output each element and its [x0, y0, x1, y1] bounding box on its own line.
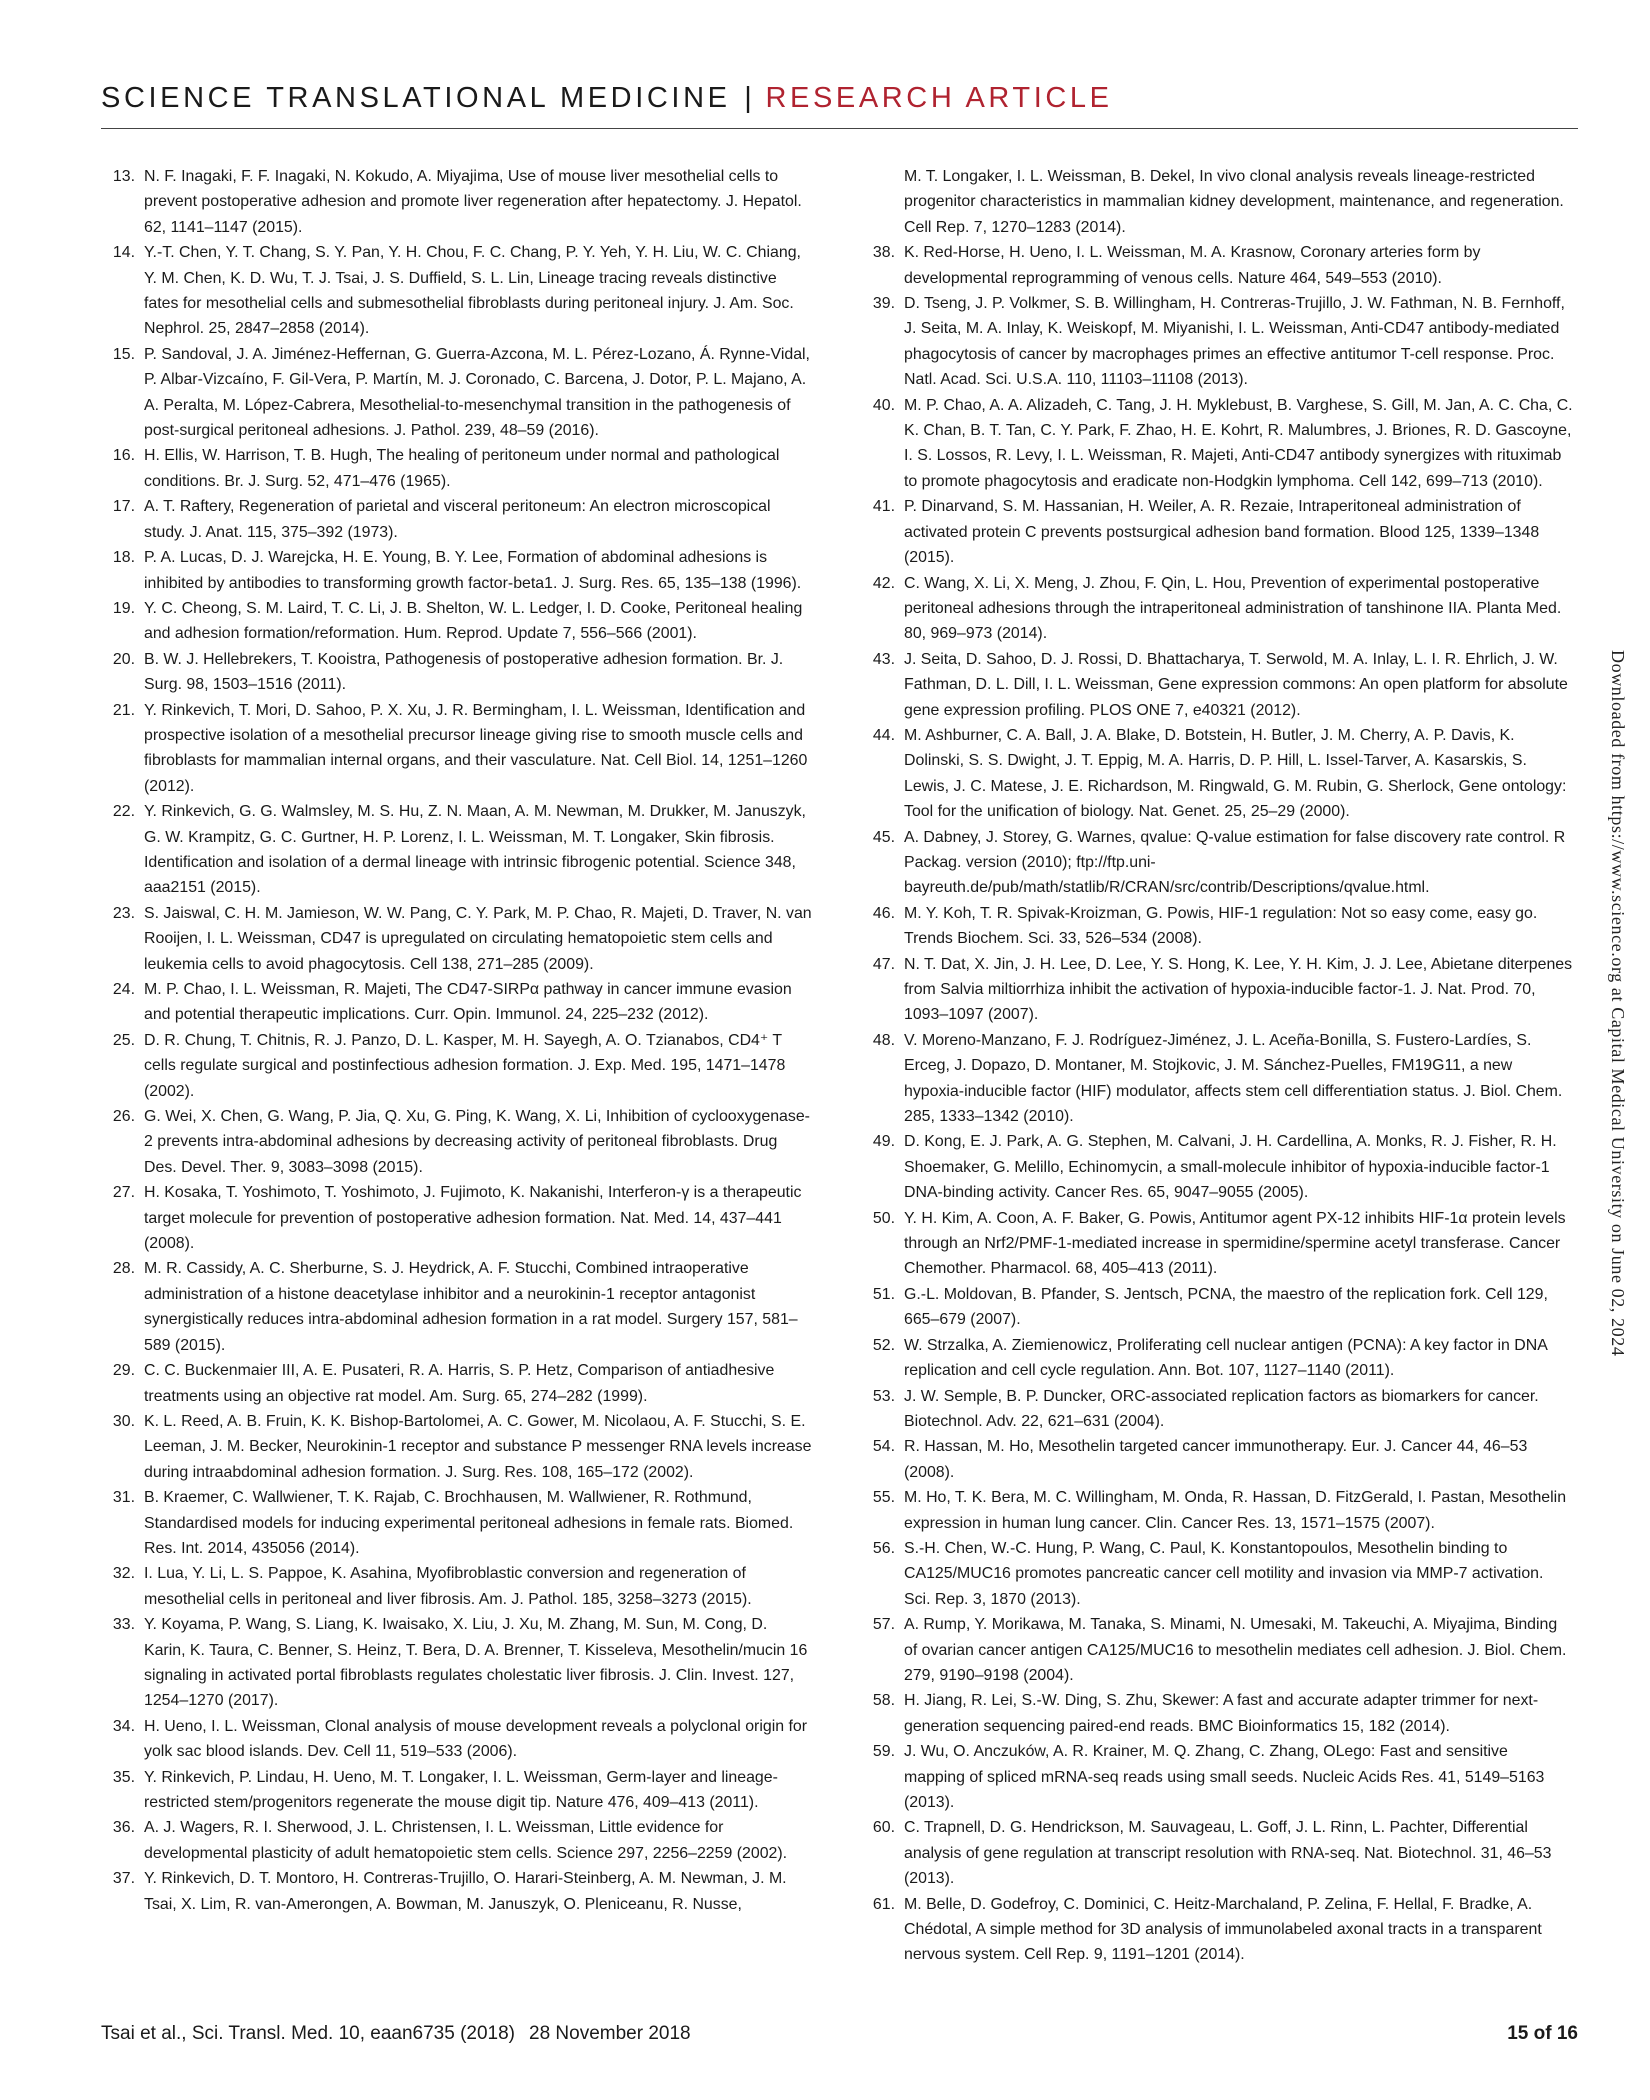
- reference-entry: [863, 393, 1573, 495]
- reference-number: 22.: [112, 803, 135, 821]
- reference-number: 33.: [112, 1616, 135, 1634]
- reference-number: 55.: [872, 1489, 895, 1507]
- running-header: [101, 82, 1578, 115]
- reference-entry: [103, 1358, 813, 1409]
- reference-entry: [103, 494, 813, 545]
- reference-entry: [863, 1688, 1573, 1739]
- reference-number: 16.: [112, 447, 135, 465]
- reference-text: M. R. Cassidy, A. C. Sherburne, S. J. Heydrick, A. F. Stucchi, Combined intraoperative administration of a histone deacetylase inhibitor and a neurokinin-1 receptor antagonist synergistically reduces intra-abdominal adhesion formation in a rat model. Surgery 157, 581–589 (2015).: [144, 1260, 798, 1354]
- reference-number: 37.: [112, 1870, 135, 1888]
- page-number: 15 of 16: [1507, 2023, 1578, 2044]
- reference-number: 41.: [872, 498, 895, 516]
- reference-text: G.-L. Moldovan, B. Pfander, S. Jentsch, PCNA, the maestro of the replication fork. Cell 129, 665–679 (2007).: [904, 1285, 1548, 1329]
- reference-text: M. P. Chao, I. L. Weissman, R. Majeti, The CD47-SIRPα pathway in cancer immune evasion and potential therapeutic implications. Curr. Opin. Immunol. 24, 225–232 (2012).: [144, 981, 792, 1024]
- reference-entry: [863, 1028, 1573, 1130]
- reference-text: H. Ueno, I. L. Weissman, Clonal analysis of mouse development reveals a polyclonal origin for yolk sac blood islands. Dev. Cell 11, 519–533 (2006).: [144, 1717, 808, 1761]
- reference-entry: [103, 342, 813, 444]
- reference-text: A. J. Wagers, R. I. Sherwood, J. L. Christensen, I. L. Weissman, Little evidence for developmental plasticity of adult hematopoietic stem cells. Science 297, 2256–2259 (2002).: [144, 1819, 788, 1862]
- reference-number: 43.: [872, 650, 895, 668]
- reference-number: 32.: [112, 1565, 135, 1583]
- reference-text: V. Moreno-Manzano, F. J. Rodríguez-Jiménez, J. L. Aceña-Bonilla, S. Fustero-Lardíes, S. Erceg, J. Dopazo, D. Montaner, M. Stojkovic, J. M. Sánchez-Puelles, FM19G11, a new hypoxia-inducible factor (HIF) modulator, affects stem cell differentiation status. J. Biol. Chem. 285, 1333–1342 (2010).: [904, 1031, 1563, 1126]
- reference-entry: [103, 901, 813, 977]
- reference-entry: [863, 164, 1573, 240]
- reference-text: Y. Koyama, P. Wang, S. Liang, K. Iwaisako, X. Liu, J. Xu, M. Zhang, M. Sun, M. Cong, D. Karin, K. Taura, C. Benner, S. Heinz, T. Bera, D. A. Brenner, T. Kisseleva, Mesothelin/mucin 16 signaling in activated portal fibroblasts regulates cholestatic liver fibrosis. J. Clin. Invest. 127, 1254–1270 (2017).: [144, 1616, 808, 1710]
- reference-number: 47.: [872, 955, 895, 973]
- references-column-left: [103, 164, 813, 1917]
- reference-text: H. Jiang, R. Lei, S.-W. Ding, S. Zhu, Skewer: A fast and accurate adapter trimmer for next-generation sequencing paired-end reads. BMC Bioinformatics 15, 182 (2014).: [904, 1692, 1539, 1735]
- footer-citation-block: [101, 2023, 691, 2045]
- reference-entry: [103, 1866, 813, 1917]
- reference-entry: [103, 698, 813, 800]
- reference-text: C. Wang, X. Li, X. Meng, J. Zhou, F. Qin, L. Hou, Prevention of experimental postoperative peritoneal adhesions through the intraperitoneal administration of tanshinone IIA. Planta Med. 80, 969–973 (2014).: [904, 574, 1562, 643]
- reference-entry: [863, 1434, 1573, 1485]
- reference-number: 17.: [112, 498, 135, 516]
- reference-entry: [863, 1129, 1573, 1205]
- reference-text: Y.-T. Chen, Y. T. Chang, S. Y. Pan, Y. H. Chou, F. C. Chang, P. Y. Yeh, Y. H. Liu, W. C. Chiang, Y. M. Chen, K. D. Wu, T. J. Tsai, J. S. Duffield, S. L. Lin, Lineage tracing reveals distinctive fates for mesothelial cells and submesothelial fibroblasts during peritoneal injury. J. Am. Soc. Nephrol. 25, 2847–2858 (2014).: [144, 244, 801, 338]
- reference-number: 38.: [872, 244, 895, 262]
- reference-text: Y. Rinkevich, G. G. Walmsley, M. S. Hu, Z. N. Maan, A. M. Newman, M. Drukker, M. Januszyk, G. W. Krampitz, G. C. Gurtner, H. P. Lorenz, I. L. Weissman, M. T. Longaker, Skin fibrosis. Identification and isolation of a dermal lineage with intrinsic fibrogenic potential. Science 348, aaa2151 (2015).: [144, 803, 806, 897]
- reference-number: 31.: [112, 1489, 135, 1507]
- reference-number: 26.: [112, 1108, 135, 1126]
- reference-entry: [863, 1282, 1573, 1333]
- reference-number: 35.: [112, 1768, 135, 1786]
- reference-entry: [103, 977, 813, 1028]
- references-column-right: [863, 164, 1573, 1968]
- reference-entry: [103, 545, 813, 596]
- reference-number: 44.: [872, 726, 895, 744]
- reference-text: M. P. Chao, A. A. Alizadeh, C. Tang, J. H. Myklebust, B. Varghese, S. Gill, M. Jan, A. C. Cha, C. K. Chan, B. T. Tan, C. Y. Park, F. Zhao, H. E. Kohrt, R. Malumbres, J. Briones, R. D. Gascoyne, I. S. Lossos, R. Levy, I. L. Weissman, R. Majeti, Anti-CD47 antibody synergizes with rituximab to promote phagocytosis and eradicate non-Hodgkin lymphoma. Cell 142, 699–713 (2010).: [904, 396, 1573, 490]
- reference-entry: [863, 1536, 1573, 1612]
- reference-number: 19.: [112, 599, 135, 617]
- download-watermark: Downloaded from https://www.science.org at Capital Medical University on June 02, 2024: [1608, 650, 1628, 1357]
- reference-text: K. L. Reed, A. B. Fruin, K. K. Bishop-Bartolomei, A. C. Gower, M. Nicolaou, A. F. Stucchi, S. E. Leeman, J. M. Becker, Neurokinin-1 receptor and substance P messenger RNA levels increase during intraabdominal adhesion formation. J. Surg. Res. 108, 165–172 (2002).: [144, 1412, 812, 1481]
- reference-text: M. Belle, D. Godefroy, C. Dominici, C. Heitz-Marchaland, P. Zelina, F. Hellal, F. Bradke, A. Chédotal, A simple method for 3D analysis of immunolabeled axonal tracts in a transparent nervous system. Cell Rep. 9, 1191–1201 (2014).: [904, 1895, 1542, 1964]
- reference-text: Y. H. Kim, A. Coon, A. F. Baker, G. Powis, Antitumor agent PX-12 inhibits HIF-1α protein levels through an Nrf2/PMF-1-mediated increase in spermidine/spermine acetyl transferase. Cancer Chemother. Pharmacol. 68, 405–413 (2011).: [904, 1209, 1566, 1278]
- reference-number: 48.: [872, 1031, 895, 1049]
- reference-number: 23.: [112, 904, 135, 922]
- reference-entry: [103, 164, 813, 240]
- reference-text: D. R. Chung, T. Chitnis, R. J. Panzo, D. L. Kasper, M. H. Sayegh, A. O. Tzianabos, CD4⁺ T cells regulate surgical and postinfectious adhesion formation. J. Exp. Med. 195, 1471–1478 (2002).: [144, 1031, 786, 1100]
- reference-entry: [863, 723, 1573, 825]
- reference-entry: [863, 1206, 1573, 1282]
- reference-text: H. Ellis, W. Harrison, T. B. Hugh, The healing of peritoneum under normal and pathological conditions. Br. J. Surg. 52, 471–476 (1965).: [144, 447, 780, 490]
- reference-entry: [863, 1815, 1573, 1891]
- reference-number: 15.: [112, 345, 135, 363]
- reference-number: 29.: [112, 1362, 135, 1380]
- reference-entry: [103, 1028, 813, 1104]
- reference-entry: [863, 1739, 1573, 1815]
- reference-number: 40.: [872, 396, 895, 414]
- reference-text: R. Hassan, M. Ho, Mesothelin targeted cancer immunotherapy. Eur. J. Cancer 44, 46–53 (2008).: [904, 1438, 1528, 1481]
- reference-entry: [863, 952, 1573, 1028]
- reference-number: 21.: [112, 701, 135, 719]
- reference-text: P. Dinarvand, S. M. Hassanian, H. Weiler, A. R. Rezaie, Intraperitoneal administration of activated protein C prevents postsurgical adhesion band formation. Blood 125, 1339–1348 (2015).: [904, 498, 1540, 567]
- reference-text: B. W. J. Hellebrekers, T. Kooistra, Pathogenesis of postoperative adhesion formation. Br. J. Surg. 98, 1503–1516 (2011).: [144, 650, 784, 694]
- reference-number: 36.: [112, 1819, 135, 1837]
- reference-entry: [103, 1409, 813, 1485]
- reference-text: N. T. Dat, X. Jin, J. H. Lee, D. Lee, Y. S. Hong, K. Lee, Y. H. Kim, J. J. Lee, Abietane diterpenes from Salvia miltiorrhiza inhibit the activation of hypoxia-inducible factor-1. J. Nat. Prod. 70, 1093–1097 (2007).: [904, 955, 1573, 1024]
- reference-number: 59.: [872, 1743, 895, 1761]
- reference-number: 46.: [872, 904, 895, 922]
- reference-text: A. Rump, Y. Morikawa, M. Tanaka, S. Minami, N. Umesaki, M. Takeuchi, A. Miyajima, Binding of ovarian cancer antigen CA125/MUC16 to mesothelin mediates cell adhesion. J. Biol. Chem. 279, 9190–9198 (2004).: [904, 1616, 1567, 1684]
- reference-entry: [103, 1714, 813, 1765]
- reference-entry: [103, 1815, 813, 1866]
- reference-text: A. Dabney, J. Storey, G. Warnes, qvalue: Q-value estimation for false discovery rate control. R Packag. version (2010); ftp://ftp.uni-bayreuth.de/pub/math/statlib/R/CRAN/src/contrib/Descriptions/qvalue.html.: [904, 828, 1566, 897]
- reference-number: 24.: [112, 981, 135, 998]
- reference-number: 53.: [872, 1387, 895, 1405]
- reference-number: 30.: [112, 1412, 135, 1430]
- reference-text: M. Ashburner, C. A. Ball, J. A. Blake, D. Botstein, H. Butler, J. M. Cherry, A. P. Davis, K. Dolinski, S. S. Dwight, J. T. Eppig, M. A. Harris, D. P. Hill, L. Issel-Tarver, A. Kasarskis, S. Lewis, J. C. Matese, J. E. Richardson, M. Ringwald, G. M. Rubin, G. Sherlock, Gene ontology: Tool for the unification of biology. Nat. Genet. 25, 25–29 (2000).: [904, 726, 1567, 821]
- reference-text: B. Kraemer, C. Wallwiener, T. K. Rajab, C. Brochhausen, M. Wallwiener, R. Rothmund, Standardised models for inducing experimental peritoneal adhesions in female rats. Biomed. Res. Int. 2014, 435056 (2014).: [144, 1489, 794, 1557]
- reference-text: G. Wei, X. Chen, G. Wang, P. Jia, Q. Xu, G. Ping, K. Wang, X. Li, Inhibition of cyclooxygenase-2 prevents intra-abdominal adhesions by decreasing activity of peritoneal fibroblasts. Drug Des. Devel. Ther. 9, 3083–3098 (2015).: [144, 1108, 810, 1176]
- reference-entry: [103, 799, 813, 901]
- reference-number: 27.: [112, 1184, 135, 1202]
- reference-text: J. Wu, O. Anczuków, A. R. Krainer, M. Q. Zhang, C. Zhang, OLego: Fast and sensitive mapping of spliced mRNA-seq reads using small seeds. Nucleic Acids Res. 41, 5149–5163 (2013).: [904, 1743, 1545, 1811]
- reference-text: W. Strzalka, A. Ziemienowicz, Proliferating cell nuclear antigen (PCNA): A key factor in DNA replication and cell cycle regulation. Ann. Bot. 107, 1127–1140 (2011).: [904, 1336, 1547, 1380]
- reference-text: Y. C. Cheong, S. M. Laird, T. C. Li, J. B. Shelton, W. L. Ledger, I. D. Cooke, Peritoneal healing and adhesion formation/reformation. Hum. Reprod. Update 7, 556–566 (2001).: [144, 599, 803, 643]
- reference-entry: [103, 1485, 813, 1561]
- reference-number: 42.: [872, 574, 895, 592]
- reference-text: Y. Rinkevich, P. Lindau, H. Ueno, M. T. Longaker, I. L. Weissman, Germ-layer and lineage-restricted stem/progenitors regenerate the mouse digit tip. Nature 476, 409–413 (2011).: [144, 1768, 778, 1811]
- reference-entry: [103, 1561, 813, 1612]
- reference-number: 34.: [112, 1717, 135, 1735]
- reference-entry: [103, 443, 813, 494]
- reference-number: 61.: [872, 1895, 895, 1913]
- reference-text: J. Seita, D. Sahoo, D. J. Rossi, D. Bhattacharya, T. Serwold, M. A. Inlay, L. I. R. Ehrlich, J. W. Fathman, D. L. Dill, I. L. Weissman, Gene expression commons: An open platform for absolute gene expression profiling. PLOS ONE 7, e40321 (2012).: [904, 650, 1568, 719]
- reference-text: C. Trapnell, D. G. Hendrickson, M. Sauvageau, L. Goff, J. L. Rinn, L. Pachter, Differential analysis of gene regulation at transcript resolution with RNA-seq. Nat. Biotechnol. 31, 46–53 (2013).: [904, 1819, 1552, 1888]
- article-section: RESEARCH ARTICLE: [765, 82, 1113, 114]
- reference-text: P. A. Lucas, D. J. Warejcka, H. E. Young, B. Y. Lee, Formation of abdominal adhesions is inhibited by antibodies to transforming growth factor-beta1. J. Surg. Res. 65, 135–138 (1996).: [144, 549, 802, 592]
- reference-number: 51.: [872, 1285, 895, 1303]
- reference-text: A. T. Raftery, Regeneration of parietal and visceral peritoneum: An electron microscopical study. J. Anat. 115, 375–392 (1973).: [144, 498, 771, 541]
- header-separator: |: [744, 82, 752, 114]
- reference-number: 28.: [112, 1260, 135, 1278]
- reference-text: J. W. Semple, B. P. Duncker, ORC-associated replication factors as biomarkers for cancer. Biotechnol. Adv. 22, 621–631 (2004).: [904, 1387, 1539, 1430]
- reference-text: S. Jaiswal, C. H. M. Jamieson, W. W. Pang, C. Y. Park, M. P. Chao, R. Majeti, D. Traver, N. van Rooijen, I. L. Weissman, CD47 is upregulated on circulating hematopoietic stem cells and leukemia cells to avoid phagocytosis. Cell 138, 271–285 (2009).: [144, 904, 812, 973]
- reference-entry: [103, 1256, 813, 1358]
- reference-text: Y. Rinkevich, D. T. Montoro, H. Contreras-Trujillo, O. Harari-Steinberg, A. M. Newman, J. M. Tsai, X. Lim, R. van-Amerongen, A. Bowman, M. Januszyk, O. Pleniceanu, R. Nusse,: [144, 1870, 787, 1913]
- reference-number: 60.: [872, 1819, 895, 1837]
- reference-entry: [863, 825, 1573, 901]
- reference-text: I. Lua, Y. Li, L. S. Pappoe, K. Asahina, Myofibroblastic conversion and regeneration of mesothelial cells in peritoneal and liver fibrosis. Am. J. Pathol. 185, 3258–3273 (2015).: [144, 1565, 752, 1608]
- reference-entry: [103, 240, 813, 342]
- reference-text: M. Y. Koh, T. R. Spivak-Kroizman, G. Powis, HIF-1 regulation: Not so easy come, easy go. Trends Biochem. Sci. 33, 526–534 (2008).: [904, 904, 1538, 948]
- footer-date: 28 November 2018: [529, 2023, 691, 2044]
- reference-entry: [863, 291, 1573, 393]
- reference-number: 49.: [872, 1133, 895, 1151]
- reference-number: 52.: [872, 1336, 895, 1354]
- reference-number: 13.: [112, 168, 135, 185]
- reference-entry: [863, 1612, 1573, 1688]
- reference-number: 45.: [872, 828, 895, 846]
- reference-number: 20.: [112, 650, 135, 668]
- reference-entry: [103, 1612, 813, 1714]
- reference-text: C. C. Buckenmaier III, A. E. Pusateri, R. A. Harris, S. P. Hetz, Comparison of antiadhesive treatments using an objective rat model. Am. Surg. 65, 274–282 (1999).: [144, 1362, 775, 1405]
- reference-number: 57.: [872, 1616, 895, 1634]
- footer-citation: Tsai et al., Sci. Transl. Med. 10, eaan6735 (2018): [101, 2023, 516, 2044]
- header-rule: [101, 128, 1578, 129]
- reference-number: 56.: [872, 1539, 895, 1557]
- reference-entry: [863, 1485, 1573, 1536]
- reference-number: 18.: [112, 549, 135, 567]
- reference-text: N. F. Inagaki, F. F. Inagaki, N. Kokudo, A. Miyajima, Use of mouse liver mesothelial cells to prevent postoperative adhesion and promote liver regeneration after hepatectomy. J. Hepatol. 62, 1141–1147 (2015).: [144, 168, 802, 236]
- reference-text: M. T. Longaker, I. L. Weissman, B. Dekel, In vivo clonal analysis reveals lineage-restricted progenitor characteristics in mammalian kidney development, maintenance, and regeneration. Cell Rep. 7, 1270–1283 (2014).: [904, 168, 1564, 236]
- reference-text: D. Tseng, J. P. Volkmer, S. B. Willingham, H. Contreras-Trujillo, J. W. Fathman, N. B. Fernhoff, J. Seita, M. A. Inlay, K. Weiskopf, M. Miyanishi, I. L. Weissman, Anti-CD47 antibody-mediated phagocytosis of cancer by macrophages primes an effective antitumor T-cell response. Proc. Natl. Acad. Sci. U.S.A. 110, 11103–11108 (2013).: [904, 295, 1565, 389]
- reference-entry: [863, 901, 1573, 952]
- reference-entry: [863, 494, 1573, 570]
- reference-text: S.-H. Chen, W.-C. Hung, P. Wang, C. Paul, K. Konstantopoulos, Mesothelin binding to CA125/MUC16 promotes pancreatic cancer cell motility and invasion via MMP-7 activation. Sci. Rep. 3, 1870 (2013).: [904, 1539, 1544, 1608]
- reference-number: 25.: [112, 1031, 135, 1049]
- reference-number: 50.: [872, 1209, 895, 1227]
- reference-number: 54.: [872, 1438, 895, 1456]
- reference-text: K. Red-Horse, H. Ueno, I. L. Weissman, M. A. Krasnow, Coronary arteries form by developmental reprogramming of venous cells. Nature 464, 549–553 (2010).: [904, 244, 1481, 287]
- reference-entry: [863, 1384, 1573, 1435]
- reference-entry: [863, 240, 1573, 291]
- reference-text: H. Kosaka, T. Yoshimoto, T. Yoshimoto, J. Fujimoto, K. Nakanishi, Interferon-γ is a therapeutic target molecule for prevention of postoperative adhesion formation. Nat. Med. 14, 437–441 (2008).: [144, 1184, 802, 1253]
- reference-entry: [863, 1333, 1573, 1384]
- reference-entry: [103, 1765, 813, 1816]
- reference-entry: [103, 1180, 813, 1256]
- reference-text: M. Ho, T. K. Bera, M. C. Willingham, M. Onda, R. Hassan, D. FitzGerald, I. Pastan, Mesothelin expression in human lung cancer. Clin. Cancer Res. 13, 1571–1575 (2007).: [904, 1489, 1567, 1532]
- reference-entry: [103, 1104, 813, 1180]
- reference-number: 14.: [112, 244, 135, 262]
- journal-name: SCIENCE TRANSLATIONAL MEDICINE: [101, 82, 731, 114]
- reference-text: P. Sandoval, J. A. Jiménez-Heffernan, G. Guerra-Azcona, M. L. Pérez-Lozano, Á. Rynne-Vidal, P. Albar-Vizcaíno, F. Gil-Vera, P. Martín, M. J. Coronado, C. Barcena, J. Dotor, P. L. Majano, A. A. Peralta, M. López-Cabrera, Mesothelial-to-mesenchymal transition in the pathogenesis of post-surgical peritoneal adhesions. J. Pathol. 239, 48–59 (2016).: [144, 345, 810, 440]
- reference-number: 58.: [872, 1692, 895, 1710]
- reference-entry: [863, 647, 1573, 723]
- reference-entry: [103, 596, 813, 647]
- reference-entry: [863, 1892, 1573, 1968]
- reference-entry: [863, 571, 1573, 647]
- reference-entry: [103, 647, 813, 698]
- reference-number: 39.: [872, 295, 895, 313]
- reference-text: D. Kong, E. J. Park, A. G. Stephen, M. Calvani, J. H. Cardellina, A. Monks, R. J. Fisher, R. H. Shoemaker, G. Melillo, Echinomycin, a small-molecule inhibitor of hypoxia-inducible factor-1 DNA-binding activity. Cancer Res. 65, 9047–9055 (2005).: [904, 1133, 1557, 1202]
- reference-text: Y. Rinkevich, T. Mori, D. Sahoo, P. X. Xu, J. R. Bermingham, I. L. Weissman, Identification and prospective isolation of a mesothelial precursor lineage giving rise to smooth muscle cells and fibroblasts for mammalian internal organs, and their vasculature. Nat. Cell Biol. 14, 1251–1260 (2012).: [144, 701, 808, 795]
